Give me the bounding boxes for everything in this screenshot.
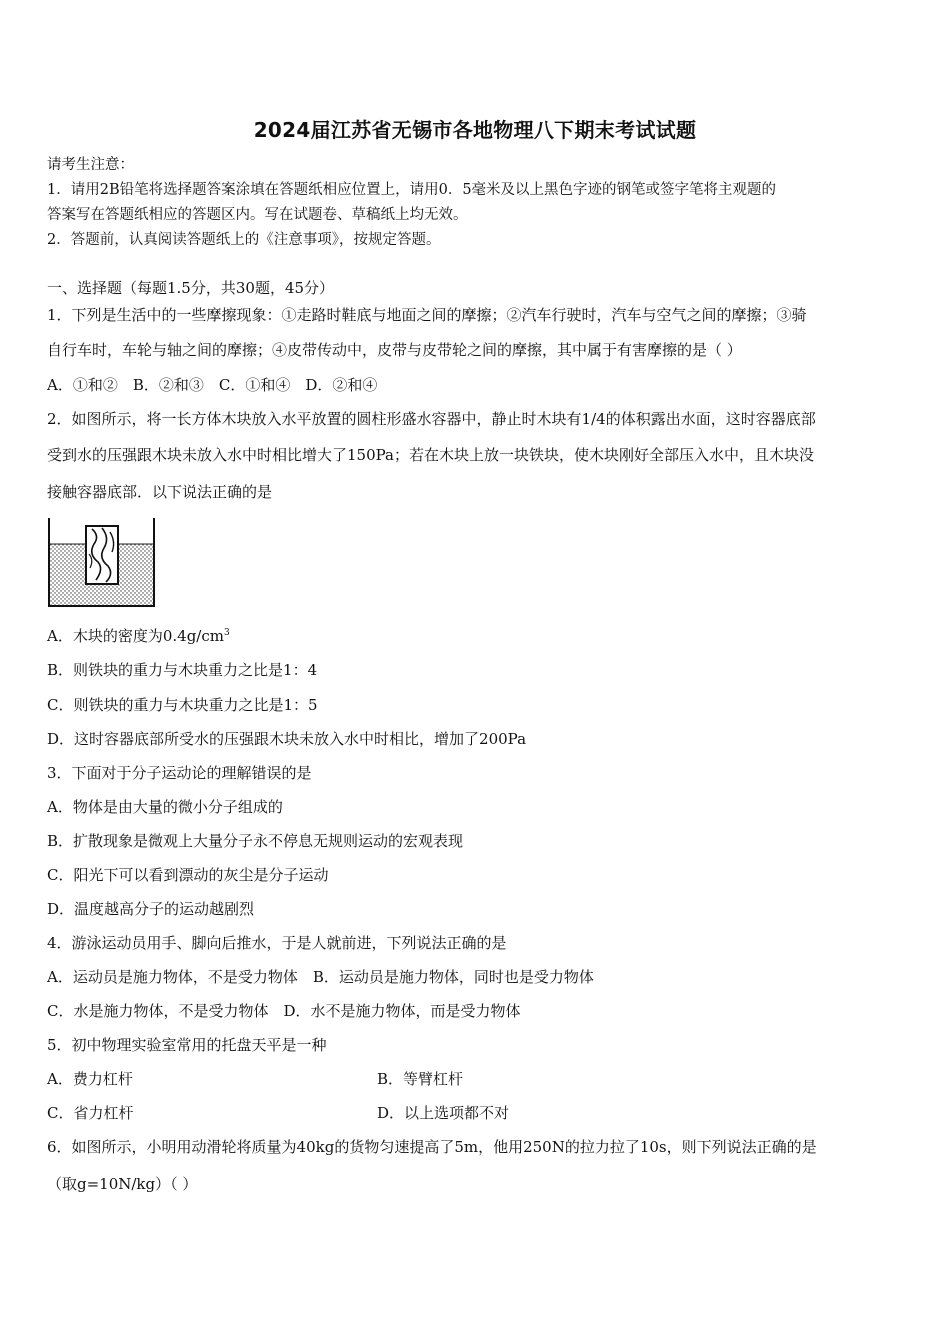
q2-option-a xyxy=(47,625,230,646)
q5-option-c: C．省力杠杆 xyxy=(47,1104,134,1122)
notice-line-2: 2．答题前，认真阅读答题纸上的《注意事项》，按规定答题。 xyxy=(47,232,441,248)
exam-title: 2024届江苏省无锡市各地物理八下期末考试试题 xyxy=(253,118,697,142)
q2-stem-3: 接触容器底部．以下说法正确的是 xyxy=(47,483,273,501)
q6-stem-2: （取g=10N/kg）（ ） xyxy=(47,1175,198,1193)
q2-option-d: D．这时容器底部所受水的压强跟木块未放入水中时相比，增加了200Pa xyxy=(47,730,527,748)
q3-option-c: C．阳光下可以看到漂动的灰尘是分子运动 xyxy=(47,866,329,884)
q1-stem-2: 自行车时，车轮与轴之间的摩擦；④皮带传动中，皮带与皮带轮之间的摩擦，其中属于有害摩擦的是（ ） xyxy=(47,341,742,359)
q4-stem: 4．游泳运动员用手、脚向后推水，于是人就前进，下列说法正确的是 xyxy=(47,934,507,952)
wood-block xyxy=(86,526,118,584)
notice-line-1b: 答案写在答题纸相应的答题区内。写在试题卷、草稿纸上均无效。 xyxy=(47,207,468,223)
q3-option-b: B．扩散现象是微观上大量分子永不停息无规则运动的宏观表现 xyxy=(47,832,464,850)
q5-option-d: D．以上选项都不对 xyxy=(377,1104,510,1122)
q4-options-1: A．运动员是施力物体，不是受力物体 B．运动员是施力物体，同时也是受力物体 xyxy=(47,968,594,986)
notice-line-1: 1．请用2B铅笔将选择题答案涂填在答题纸相应位置上，请用0．5毫米及以上黑色字迹的钢笔或签字笔将主观题的 xyxy=(47,182,777,198)
q5-option-b: B．等臂杠杆 xyxy=(377,1070,464,1088)
q2-option-a-text: A．木块的密度为0.4g/cm xyxy=(47,627,224,645)
q5-stem: 5．初中物理实验室常用的托盘天平是一种 xyxy=(47,1036,327,1054)
q4-options-2: C．水是施力物体，不是受力物体 D．水不是施力物体，而是受力物体 xyxy=(47,1002,521,1020)
q2-option-c: C．则铁块的重力与木块重力之比是1：5 xyxy=(47,696,318,714)
q5-option-a: A．费力杠杆 xyxy=(47,1070,133,1088)
q2-option-a-sup: 3 xyxy=(223,628,230,638)
notice-heading: 请考生注意： xyxy=(47,157,134,173)
q6-stem-1: 6．如图所示，小明用动滑轮将质量为40kg的货物匀速提高了5m，他用250N的拉力拉了10s，则下列说法正确的是 xyxy=(47,1138,817,1156)
q3-option-a: A．物体是由大量的微小分子组成的 xyxy=(47,798,283,816)
q2-stem-2: 受到水的压强跟木块未放入水中时相比增大了150Pa；若在木块上放一块铁块，使木块刚好全部压入水中，且木块没 xyxy=(47,446,814,464)
q2-stem-1: 2．如图所示，将一长方体木块放入水平放置的圆柱形盛水容器中，静止时木块有1/4的体积露出水面，这时容器底部 xyxy=(47,410,816,428)
q2-option-b: B．则铁块的重力与木块重力之比是1：4 xyxy=(47,661,318,679)
container-figure xyxy=(44,514,158,610)
q1-options: A．①和② B．②和③ C．①和④ D．②和④ xyxy=(47,376,378,394)
q3-option-d: D．温度越高分子的运动越剧烈 xyxy=(47,900,255,918)
q3-stem: 3．下面对于分子运动论的理解错误的是 xyxy=(47,764,312,782)
section-heading: 一、选择题（每题1.5分，共30题，45分） xyxy=(47,279,335,297)
q1-stem-1: 1．下列是生活中的一些摩擦现象：①走路时鞋底与地面之间的摩擦；②汽车行驶时，汽车与空气之间的摩擦；③骑 xyxy=(47,306,807,324)
